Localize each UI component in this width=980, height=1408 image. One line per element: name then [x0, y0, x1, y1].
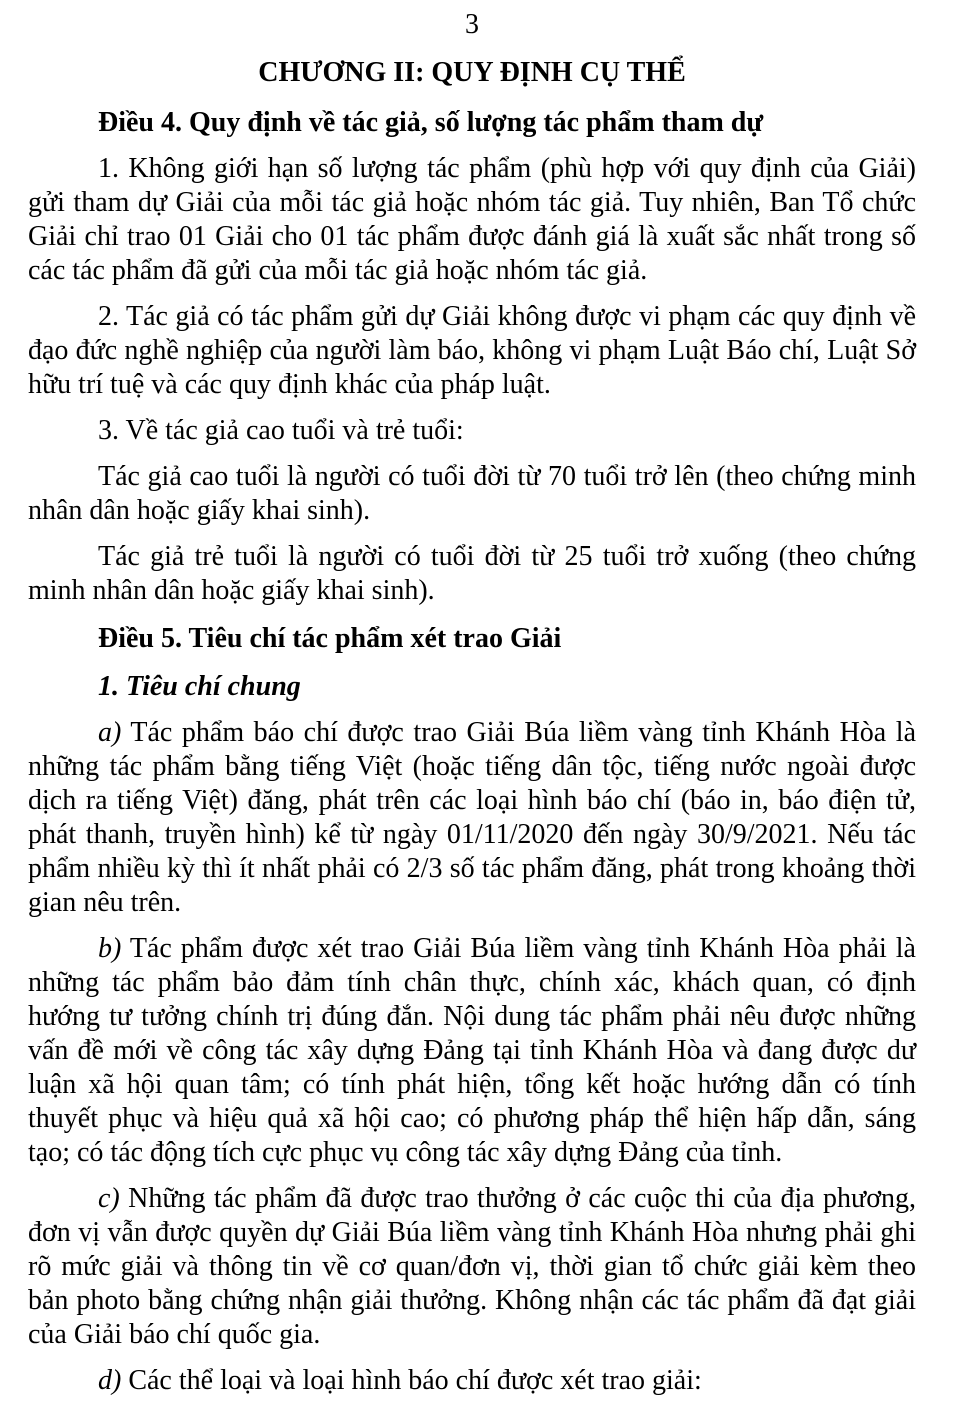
page-number: 3 — [465, 9, 479, 40]
item-text-b: Tác phẩm được xét trao Giải Búa liềm vàng tỉnh Khánh Hòa phải là những tác phẩm bảo đảm tính chân thực, chính xác, khách quan, có định hướng tư tưởng chính trị đúng đắn. Nội dung tác phẩm phải nêu được những vấn đề mới về công tác xây dựng Đảng tại tỉnh Khánh Hòa và đang được dư luận xã hội quan tâm; có tính phát hiện, tổng kết hoặc hướng dẫn có tính thuyết phục và hiệu quả xã hội cao; có phương pháp thể hiện hấp dẫn, sáng tạo; có tác động tích cực phục vụ công tác xây dựng Đảng của tỉnh. — [28, 933, 916, 1168]
item-text-c: Những tác phẩm đã được trao thưởng ở các cuộc thi của địa phương, đơn vị vẫn được quyền dự Giải Búa liềm vàng tỉnh Khánh Hòa nhưng phải ghi rõ mức giải và thông tin về cơ quan/đơn vị, thời gian tổ chức giải kèm theo bản photo bằng chứng nhận giải thưởng. Không nhận các tác phẩm đã đạt giải của Giải báo chí quốc gia. — [28, 1183, 917, 1350]
chapter-heading: CHƯƠNG II: QUY ĐỊNH CỤ THỂ — [258, 57, 686, 88]
item-text-d: Các thể loại và loại hình báo chí được xét trao giải: — [128, 1365, 702, 1396]
criteria-item-d — [28, 1364, 916, 1398]
article-4-paragraph-1: 1. Không giới hạn số lượng tác phẩm (phù hợp với quy định của Giải) gửi tham dự Giải của mỗi tác giả hoặc nhóm tác giả. Tuy nhiên, Ban Tổ chức Giải chỉ trao 01 Giải cho 01 tác phẩm được đánh giá là xuất sắc nhất trong số các tác phẩm đã gửi của mỗi tác giả hoặc nhóm tác giả. — [28, 153, 916, 286]
article-4-paragraph-2: 2. Tác giả có tác phẩm gửi dự Giải không được vi phạm các quy định về đạo đức nghề nghiệp của người làm báo, không vi phạm Luật Báo chí, Luật Sở hữu trí tuệ và các quy định khác của pháp luật. — [28, 301, 916, 400]
item-marker-d: d) — [98, 1365, 122, 1396]
criteria-item-b — [28, 932, 916, 1170]
item-marker-a: a) — [98, 717, 122, 748]
criteria-item-c — [28, 1182, 916, 1352]
article-5-heading: Điều 5. Tiêu chí tác phẩm xét trao Giải — [98, 623, 562, 654]
article-4-paragraph-3: 3. Về tác giả cao tuổi và trẻ tuổi: — [98, 415, 464, 446]
article-4-paragraph-4: Tác giả cao tuổi là người có tuổi đời từ 70 tuổi trở lên (theo chứng minh nhân dân hoặc giấy khai sinh). — [28, 461, 916, 526]
item-text-a: Tác phẩm báo chí được trao Giải Búa liềm vàng tỉnh Khánh Hòa là những tác phẩm bằng tiếng Việt (hoặc tiếng dân tộc, tiếng nước ngoài được dịch ra tiếng Việt) đăng, phát trên các loại hình báo chí (báo in, báo điện tử, phát thanh, truyền hình) kể từ ngày 01/11/2020 đến ngày 30/9/2021. Nếu tác phẩm nhiều kỳ thì ít nhất phải có 2/3 số tác phẩm đăng, phát trong khoảng thời gian nêu trên. — [28, 717, 916, 918]
item-marker-c: c) — [98, 1183, 120, 1214]
article-4-heading: Điều 4. Quy định về tác giả, số lượng tác phẩm tham dự — [98, 107, 764, 138]
item-marker-b: b) — [98, 933, 122, 964]
article-4-paragraph-5: Tác giả trẻ tuổi là người có tuổi đời từ 25 tuổi trở xuống (theo chứng minh nhân dân hoặc giấy khai sinh). — [28, 541, 916, 606]
article-5-subheading: 1. Tiêu chí chung — [98, 671, 301, 702]
criteria-item-a — [28, 716, 916, 920]
